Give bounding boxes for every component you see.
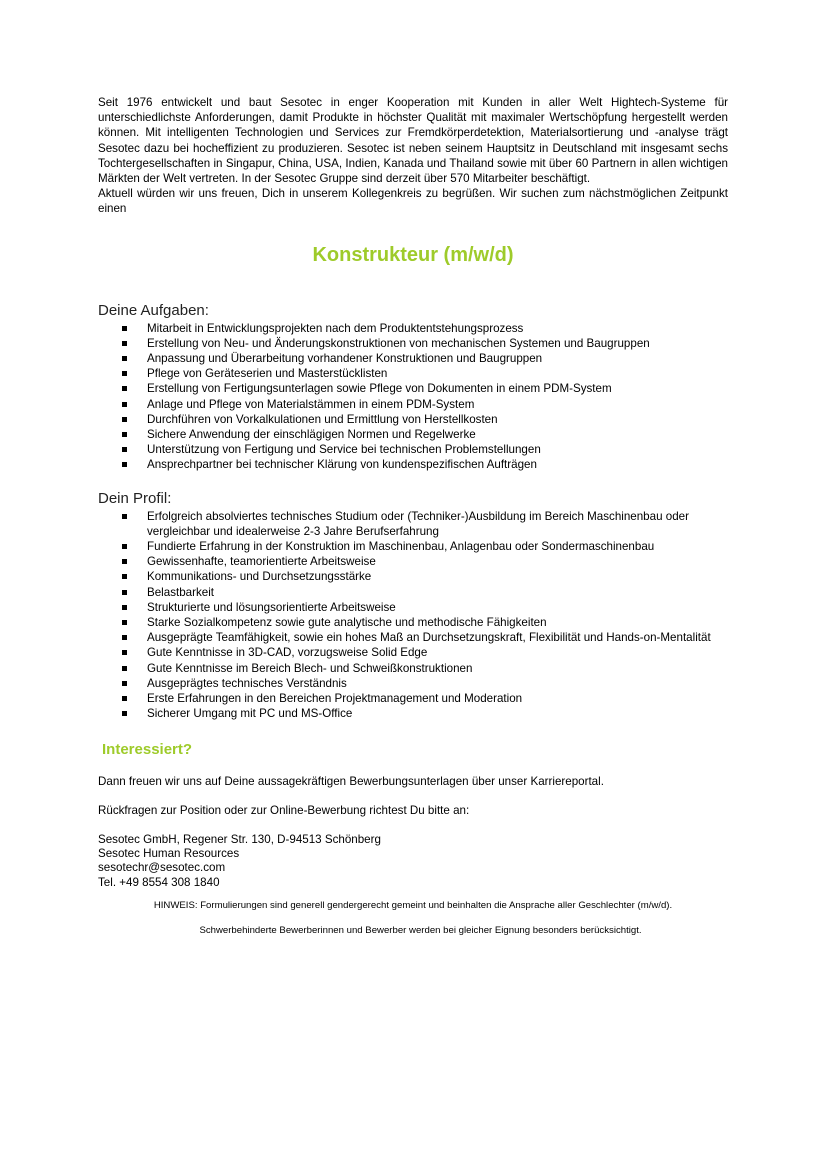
intro-paragraph-company: Seit 1976 entwickelt und baut Sesotec in enger Kooperation mit Kunden in aller Welt Hightech-Systeme für unterschiedlichste Anforderungen, damit Produkte in höchster Qualität mit maximaler Wertschöpfung hergestellt werden können. Mit intelligenten Technologien und Services zur Fremdkörperdetektion, Materialsortierung und -analyse trägt Sesotec dazu bei hocheffizient zu produzieren. Sesotec ist neben seinem Hauptsitz in Deutschland mit insgesamt sechs Tochtergesellschaften in Singapur, China, USA, Indien, Kanada und Thailand sowie mit über 60 Partnern in allen wichtigen Märkten der Welt vertreten. In der Sesotec Gruppe sind derzeit über 570 Mitarbeiter beschäftigt. <box>98 96 728 186</box>
profile-text: Starke Sozialkompetenz sowie gute analytische und methodische Fähigkeiten <box>147 616 547 630</box>
job-posting-document <box>98 95 728 937</box>
list-item <box>122 585 728 600</box>
list-item <box>122 321 728 336</box>
bullet-icon <box>122 574 127 579</box>
task-text: Sichere Anwendung der einschlägigen Normen und Regelwerke <box>147 428 476 442</box>
email-link[interactable]: sesotechr@sesotec.com <box>98 861 226 875</box>
profile-text: Gute Kenntnisse in 3D-CAD, vorzugsweise Solid Edge <box>147 646 428 660</box>
profile-text: Ausgeprägtes technisches Verständnis <box>147 676 347 690</box>
disability-note: Schwerbehinderte Bewerberinnen und Bewerber werden bei gleicher Eignung besonders berücksichtigt. <box>199 924 642 936</box>
tasks-heading: Deine Aufgaben: <box>98 301 209 319</box>
bullet-icon <box>122 341 127 346</box>
bullet-icon <box>122 696 127 701</box>
task-text: Anpassung und Überarbeitung vorhandener Konstruktionen und Baugruppen <box>147 352 543 366</box>
questions-text: Rückfragen zur Position oder zur Online-Bewerbung richtest Du bitte an: <box>98 803 470 817</box>
list-item <box>122 691 728 706</box>
bullet-icon <box>122 559 127 564</box>
list-item <box>122 645 728 660</box>
profile-text: Strukturierte und lösungsorientierte Arbeitsweise <box>147 600 396 614</box>
bullet-icon <box>122 620 127 625</box>
profile-text: Kommunikations- und Durchsetzungsstärke <box>147 570 372 584</box>
bullet-icon <box>122 635 127 640</box>
bullet-icon <box>122 544 127 549</box>
profile-text: Sicherer Umgang mit PC und MS-Office <box>147 707 353 721</box>
list-item <box>122 427 728 442</box>
list-item <box>122 412 728 427</box>
phone-number: Tel. +49 8554 308 1840 <box>98 875 220 889</box>
address-block <box>98 833 728 890</box>
bullet-icon <box>122 386 127 391</box>
list-item <box>122 351 728 366</box>
company-address: Sesotec GmbH, Regener Str. 130, D-94513 Schönberg <box>98 832 381 846</box>
list-item <box>122 569 728 584</box>
list-item <box>122 442 728 457</box>
task-text: Mitarbeit in Entwicklungsprojekten nach dem Produktentstehungsprozess <box>147 321 524 335</box>
list-item <box>122 397 728 412</box>
bullet-icon <box>122 514 127 519</box>
contact-section <box>98 775 728 890</box>
task-text: Erstellung von Neu- und Änderungskonstruktionen von mechanischen Systemen und Baugruppen <box>147 336 650 350</box>
bullet-icon <box>122 711 127 716</box>
list-item <box>122 457 728 472</box>
interested-heading: Interessiert? <box>102 740 193 758</box>
bullet-icon <box>122 447 127 452</box>
list-item <box>122 381 728 396</box>
bullet-icon <box>122 371 127 376</box>
profile-text: Gewissenhafte, teamorientierte Arbeitsweise <box>147 555 376 569</box>
list-item <box>122 630 728 645</box>
list-item <box>122 366 728 381</box>
list-item <box>122 336 728 351</box>
task-text: Durchführen von Vorkalkulationen und Ermittlung von Herstellkosten <box>147 412 498 426</box>
list-item <box>122 539 728 554</box>
bullet-icon <box>122 432 127 437</box>
list-item <box>122 661 728 676</box>
task-text: Ansprechpartner bei technischer Klärung von kundenspezifischen Aufträgen <box>147 458 537 472</box>
task-text: Pflege von Geräteserien und Masterstücklisten <box>147 367 388 381</box>
profile-text: Belastbarkeit <box>147 585 215 599</box>
task-text: Unterstützung von Fertigung und Service bei technischen Problemstellungen <box>147 443 541 457</box>
list-item <box>122 706 728 721</box>
bullet-icon <box>122 666 127 671</box>
apply-text: Dann freuen wir uns auf Deine aussagekräftigen Bewerbungsunterlagen über unser Karriereportal. <box>98 774 604 788</box>
task-text: Anlage und Pflege von Materialstämmen in einem PDM-System <box>147 397 475 411</box>
tasks-list <box>98 321 728 473</box>
profile-text: Ausgeprägte Teamfähigkeit, sowie ein hohes Maß an Durchsetzungskraft, Flexibilität und Hands-on-Mentalität <box>147 631 711 645</box>
hr-department: Sesotec Human Resources <box>98 847 240 861</box>
job-title: Konstrukteur (m/w/d) <box>312 243 514 266</box>
intro-paragraph-search: Aktuell würden wir uns freuen, Dich in unserem Kollegenkreis zu begrüßen. Wir suchen zum nächstmöglichen Zeitpunkt einen <box>98 187 728 216</box>
company-intro <box>98 95 728 217</box>
profile-list <box>98 509 728 722</box>
bullet-icon <box>122 326 127 331</box>
legal-notes <box>98 899 728 937</box>
list-item <box>122 509 728 539</box>
bullet-icon <box>122 417 127 422</box>
bullet-icon <box>122 402 127 407</box>
profile-text: Erfolgreich absolviertes technisches Studium oder (Techniker-)Ausbildung im Bereich Maschinenbau oder vergleichbar und idealerweise 2-3 Jahre Berufserfahrung <box>147 509 689 538</box>
list-item <box>122 676 728 691</box>
bullet-icon <box>122 462 127 467</box>
profile-text: Gute Kenntnisse im Bereich Blech- und Schweißkonstruktionen <box>147 661 473 675</box>
task-text: Erstellung von Fertigungsunterlagen sowie Pflege von Dokumenten in einem PDM-System <box>147 382 612 396</box>
list-item <box>122 615 728 630</box>
bullet-icon <box>122 590 127 595</box>
bullet-icon <box>122 681 127 686</box>
list-item <box>122 600 728 615</box>
profile-heading: Dein Profil: <box>98 489 172 507</box>
gender-note: HINWEIS: Formulierungen sind generell gendergerecht gemeint und beinhalten die Ansprache aller Geschlechter (m/w/d). <box>153 899 673 911</box>
bullet-icon <box>122 650 127 655</box>
profile-text: Fundierte Erfahrung in der Konstruktion im Maschinenbau, Anlagenbau oder Sondermaschinenbau <box>147 540 655 554</box>
bullet-icon <box>122 356 127 361</box>
list-item <box>122 554 728 569</box>
bullet-icon <box>122 605 127 610</box>
profile-text: Erste Erfahrungen in den Bereichen Projektmanagement und Moderation <box>147 692 523 706</box>
